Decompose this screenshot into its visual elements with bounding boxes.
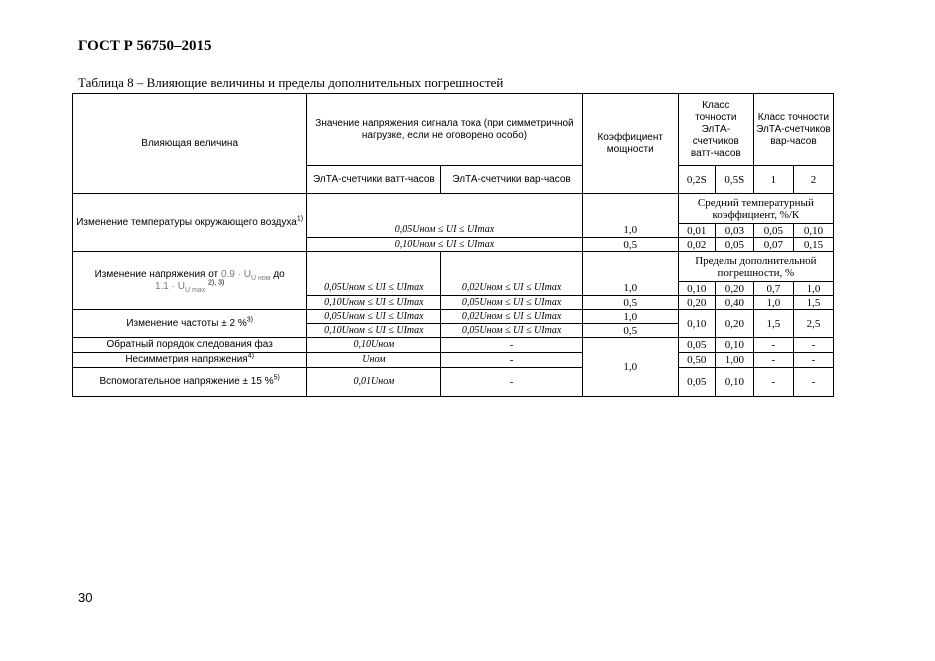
temperature-range-2: 0,10Uном ≤ UI ≤ UImax bbox=[307, 238, 582, 252]
phase-sequence-value: - bbox=[753, 338, 793, 353]
voltage-wh-spacer bbox=[307, 252, 441, 282]
frequency-value: 0,10 bbox=[678, 310, 715, 338]
header-var-hour-meters: ЭлТА-счетчики вар-часов bbox=[441, 166, 582, 194]
voltage-wh-range-2: 0,10Uном ≤ UI ≤ UImax bbox=[307, 296, 441, 310]
class-0-2s: 0,2S bbox=[678, 166, 715, 194]
auxiliary-value: 0,05 bbox=[678, 368, 715, 397]
temperature-value: 0,05 bbox=[753, 224, 793, 238]
frequency-varh-range-1: 0,02Uном ≤ UI ≤ UImax bbox=[441, 310, 582, 324]
row-phase-sequence-label: Обратный порядок следования фаз bbox=[73, 338, 307, 353]
temperature-voltage-spacer bbox=[307, 194, 582, 224]
frequency-value: 0,20 bbox=[715, 310, 753, 338]
voltage-value: 1,0 bbox=[753, 296, 793, 310]
row-frequency-label bbox=[73, 310, 307, 338]
class-1: 1 bbox=[753, 166, 793, 194]
voltage-expr-2 bbox=[155, 281, 205, 292]
influence-quantities-table bbox=[72, 93, 834, 397]
voltage-varh-range-1: 0,02Uном ≤ UI ≤ UImax bbox=[441, 282, 582, 296]
phase-sequence-value: 0,05 bbox=[678, 338, 715, 353]
voltage-value: 0,20 bbox=[678, 296, 715, 310]
class-0-5s: 0,5S bbox=[715, 166, 753, 194]
auxiliary-label-text: Вспомогательное напряжение ± 15 % bbox=[99, 376, 274, 387]
bottom-power-factor: 1,0 bbox=[582, 338, 678, 397]
temperature-pf-spacer bbox=[582, 194, 678, 224]
auxiliary-footnote: 5) bbox=[273, 374, 280, 382]
asymmetry-value: 1,00 bbox=[715, 353, 753, 368]
voltage-expr-1-text: 0.9 · U bbox=[220, 268, 251, 280]
voltage-value: 0,20 bbox=[715, 282, 753, 296]
asymmetry-value: - bbox=[793, 353, 833, 368]
voltage-wh-range-1: 0,05Uном ≤ UI ≤ UImax bbox=[307, 282, 441, 296]
voltage-expr-2-text: 1.1 · U bbox=[154, 280, 185, 292]
voltage-expr-1-sub: U ном bbox=[250, 274, 271, 282]
temperature-value: 0,07 bbox=[753, 238, 793, 252]
table-caption: Таблица 8 – Влияющие величины и пределы дополнительных погрешностей bbox=[78, 75, 504, 90]
asymmetry-value: - bbox=[753, 353, 793, 368]
temperature-range-1: 0,05Uном ≤ UI ≤ UImax bbox=[307, 224, 582, 238]
voltage-label-a: Изменение напряжения от bbox=[94, 268, 219, 280]
voltage-value: 0,40 bbox=[715, 296, 753, 310]
header-power-factor: Коэффициент мощности bbox=[582, 94, 678, 194]
voltage-value: 0,10 bbox=[678, 282, 715, 296]
temperature-value: 0,05 bbox=[715, 238, 753, 252]
temperature-pf-1: 1,0 bbox=[582, 224, 678, 238]
voltage-value: 1,5 bbox=[793, 296, 833, 310]
frequency-pf-2: 0,5 bbox=[582, 324, 678, 338]
voltage-subheader: Пределы дополнительной погрешности, % bbox=[678, 252, 833, 282]
asymmetry-wh: Uном bbox=[307, 353, 441, 368]
voltage-footnote: 2), 3) bbox=[207, 279, 225, 287]
auxiliary-wh: 0,01Uном bbox=[307, 368, 441, 397]
temperature-value: 0,03 bbox=[715, 224, 753, 238]
frequency-pf-1: 1,0 bbox=[582, 310, 678, 324]
auxiliary-varh: - bbox=[441, 368, 582, 397]
phase-sequence-varh: - bbox=[441, 338, 582, 353]
temperature-label-text: Изменение температуры окружающего воздуха bbox=[76, 216, 297, 228]
voltage-value: 0,7 bbox=[753, 282, 793, 296]
header-influence-quantity: Влияющая величина bbox=[73, 94, 307, 194]
header-signal-voltage: Значение напряжения сигнала тока (при симметричной нагрузке, если не оговорено особо) bbox=[307, 94, 582, 166]
voltage-varh-range-2: 0,05Uном ≤ UI ≤ UImax bbox=[441, 296, 582, 310]
frequency-value: 1,5 bbox=[753, 310, 793, 338]
voltage-pf-2: 0,5 bbox=[582, 296, 678, 310]
frequency-label-text: Изменение частоты ± 2 % bbox=[126, 317, 247, 329]
asymmetry-varh: - bbox=[441, 353, 582, 368]
frequency-footnote: 3) bbox=[246, 316, 253, 324]
auxiliary-value: - bbox=[753, 368, 793, 397]
row-auxiliary-voltage-label bbox=[73, 368, 307, 397]
phase-sequence-value: 0,10 bbox=[715, 338, 753, 353]
auxiliary-value: - bbox=[793, 368, 833, 397]
asymmetry-value: 0,50 bbox=[678, 353, 715, 368]
phase-sequence-value: - bbox=[793, 338, 833, 353]
row-voltage-label bbox=[73, 252, 307, 310]
temperature-value: 0,15 bbox=[793, 238, 833, 252]
frequency-wh-range-1: 0,05Uном ≤ UI ≤ UImax bbox=[307, 310, 441, 324]
voltage-value: 1,0 bbox=[793, 282, 833, 296]
phase-sequence-wh: 0,10Uном bbox=[307, 338, 441, 353]
page-number: 30 bbox=[78, 590, 93, 605]
header-watt-hour-meters: ЭлТА-счетчики ватт-часов bbox=[307, 166, 441, 194]
voltage-varh-spacer bbox=[441, 252, 582, 282]
voltage-pf-1: 1,0 bbox=[582, 282, 678, 296]
document-header: ГОСТ Р 56750–2015 bbox=[78, 38, 212, 54]
voltage-label-b: до bbox=[273, 268, 285, 280]
row-asymmetry-label bbox=[73, 353, 307, 368]
frequency-value: 2,5 bbox=[793, 310, 833, 338]
header-var-hour-class: Класс точности ЭлТА-счетчиков вар-часов bbox=[753, 94, 833, 166]
asymmetry-footnote: 4) bbox=[247, 352, 254, 360]
temperature-subheader: Средний температурный коэффициент, %/К bbox=[678, 194, 833, 224]
temperature-footnote: 1) bbox=[296, 215, 304, 223]
row-temperature-label bbox=[73, 194, 307, 252]
auxiliary-value: 0,10 bbox=[715, 368, 753, 397]
temperature-pf-2: 0,5 bbox=[582, 238, 678, 252]
voltage-expr-2-sub: U max bbox=[184, 286, 206, 294]
class-2: 2 bbox=[793, 166, 833, 194]
temperature-value: 0,10 bbox=[793, 224, 833, 238]
voltage-expr-1 bbox=[221, 269, 271, 280]
frequency-wh-range-2: 0,10Uном ≤ UI ≤ UImax bbox=[307, 324, 441, 338]
frequency-varh-range-2: 0,05Uном ≤ UI ≤ UImax bbox=[441, 324, 582, 338]
header-watt-hour-class: Класс точности ЭлТА-счетчиков ватт-часов bbox=[678, 94, 753, 166]
temperature-value: 0,02 bbox=[678, 238, 715, 252]
voltage-pf-spacer bbox=[582, 252, 678, 282]
asymmetry-label-text: Несимметрия напряжения bbox=[125, 354, 248, 365]
temperature-value: 0,01 bbox=[678, 224, 715, 238]
